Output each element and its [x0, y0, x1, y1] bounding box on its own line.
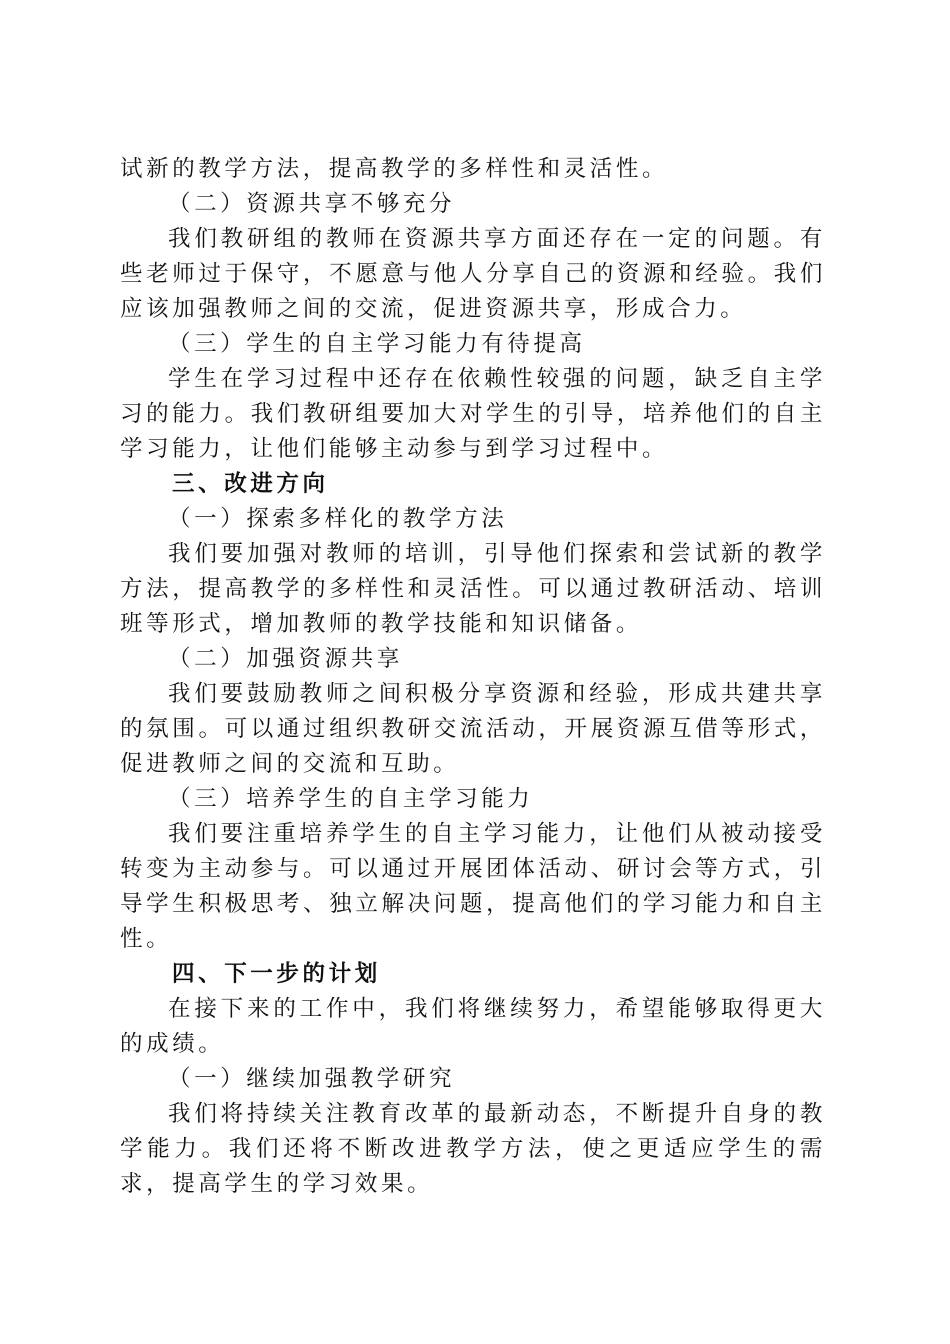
- subheading-4-1: （一）继续加强教学研究: [168, 1066, 456, 1092]
- document-body: [120, 152, 826, 1202]
- section-heading-4: 四、下一步的计划: [172, 961, 381, 987]
- paragraph-4-1: 我们将持续关注教育改革的最新动态，不断提升自身的教学能力。我们还将不断改进教学方法，使之更适应学生的需求，提高学生的学习效果。: [120, 1101, 826, 1197]
- subheading-3-2: （二）加强资源共享: [168, 646, 403, 672]
- subheading-3-3: （三）培养学生的自主学习能力: [168, 786, 534, 812]
- paragraph-3-3: 我们要注重培养学生的自主学习能力，让他们从被动接受转变为主动参与。可以通过开展团体活动、研讨会等方式，引导学生积极思考、独立解决问题，提高他们的学习能力和自主性。: [120, 821, 826, 952]
- paragraph-2-3: 学生在学习过程中还存在依赖性较强的问题，缺乏自主学习的能力。我们教研组要加大对学生的引导，培养他们的自主学习能力，让他们能够主动参与到学习过程中。: [120, 366, 826, 462]
- paragraph-2-2: 我们教研组的教师在资源共享方面还存在一定的问题。有些老师过于保守，不愿意与他人分享自己的资源和经验。我们应该加强教师之间的交流，促进资源共享，形成合力。: [120, 226, 826, 322]
- paragraph-4-intro: 在接下来的工作中，我们将继续努力，希望能够取得更大的成绩。: [120, 996, 826, 1057]
- subheading-3-1: （一）探索多样化的教学方法: [168, 506, 508, 532]
- paragraph-3-1: 我们要加强对教师的培训，引导他们探索和尝试新的教学方法，提高教学的多样性和灵活性。可以通过教研活动、培训班等形式，增加教师的教学技能和知识储备。: [120, 541, 826, 637]
- subheading-2-3: （三）学生的自主学习能力有待提高: [168, 331, 586, 357]
- paragraph-cont-1: 试新的教学方法，提高教学的多样性和灵活性。: [120, 156, 669, 182]
- subheading-2-2: （二）资源共享不够充分: [168, 191, 456, 217]
- section-heading-3: 三、改进方向: [172, 471, 329, 497]
- paragraph-3-2: 我们要鼓励教师之间积极分享资源和经验，形成共建共享的氛围。可以通过组织教研交流活动，开展资源互借等形式，促进教师之间的交流和互助。: [120, 681, 826, 777]
